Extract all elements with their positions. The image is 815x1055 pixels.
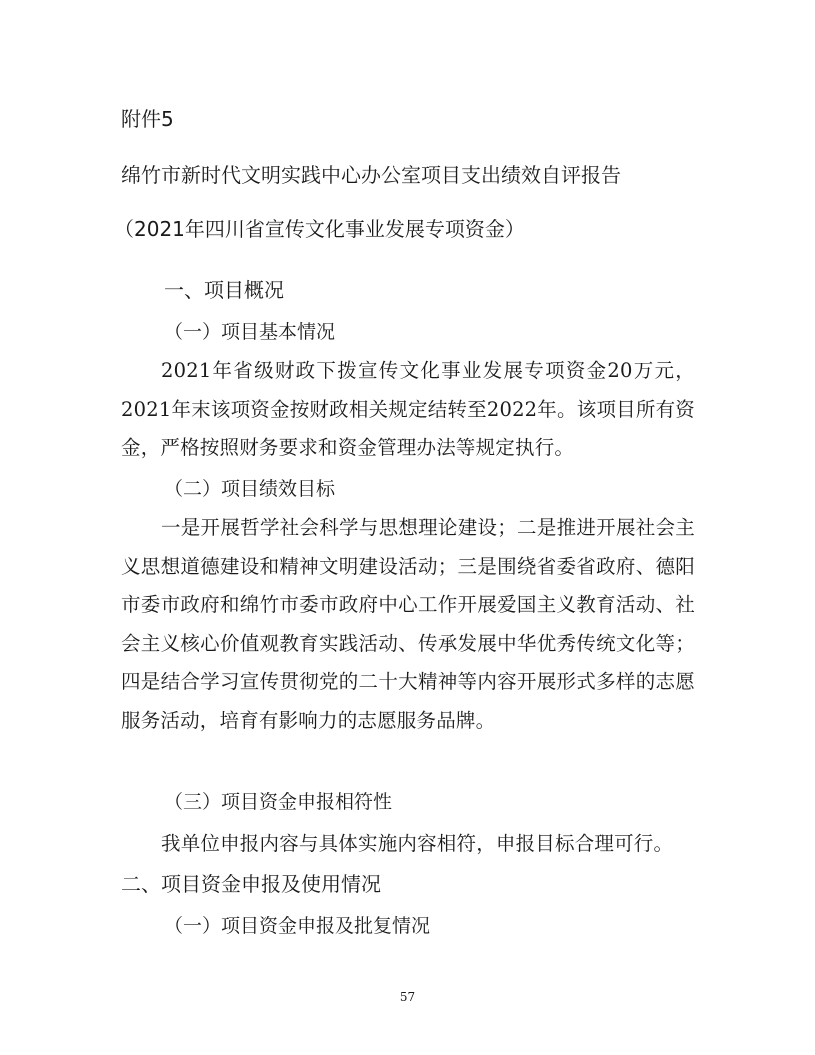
report-subtitle: （2021年四川省宣传文化事业发展专项资金）: [114, 217, 525, 241]
section-heading-project-overview: 一、项目概况: [164, 278, 284, 302]
subsection-heading-fund-conformity: （三）项目资金申报相符性: [164, 791, 393, 813]
paragraph-performance-goals: 一是开展哲学社会科学与思想理论建设；二是推进开展社会主义思想道德建设和精神文明建设活动；三是围绕省委省政府、德阳市委市政府和绵竹市委市政府中心工作开展爱国主义教育活动、社会主义核心价值观教育实践活动、传承发展中华优秀传统文化等；四是结合学习宣传贯彻党的二十大精神等内容开展形式多样的志愿服务活动，培育有影响力的志愿服务品牌。: [121, 516, 695, 732]
subsection-heading-fund-approval: （一）项目资金申报及批复情况: [164, 915, 431, 937]
attachment-label: 附件5: [121, 107, 174, 131]
paragraph-fund-conformity: 我单位申报内容与具体实施内容相符，申报目标合理可行。: [161, 832, 674, 855]
section-heading-fund-usage: 二、项目资金申报及使用情况: [121, 872, 381, 896]
subsection-heading-basic-info: （一）项目基本情况: [164, 321, 336, 343]
report-title: 绵竹市新时代文明实践中心办公室项目支出绩效自评报告: [121, 163, 621, 187]
page-number: 57: [399, 990, 416, 1004]
subsection-heading-performance-goals: （二）项目绩效目标: [164, 478, 336, 500]
paragraph-basic-info: 2021年省级财政下拨宣传文化事业发展专项资金20万元，2021年末该项资金按财政相关规定结转至2022年。该项目所有资金，严格按照财务要求和资金管理办法等规定执行。: [121, 359, 695, 459]
